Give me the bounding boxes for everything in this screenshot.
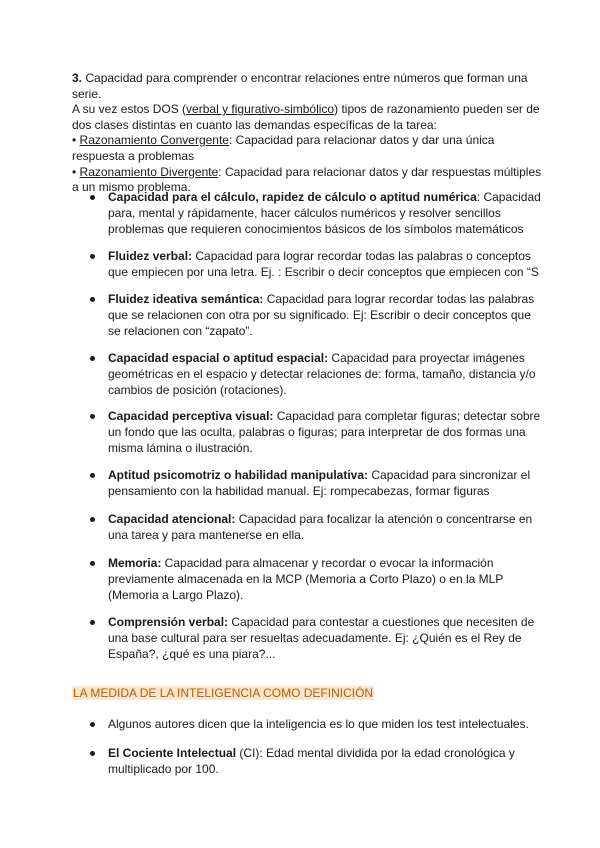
bullet-icon <box>90 620 95 625</box>
bullet-icon <box>90 297 95 302</box>
bullet-icon <box>90 356 95 361</box>
divergent-label: Razonamiento Divergente <box>79 164 219 179</box>
section-heading: LA MEDIDA DE LA INTELIGENCIA COMO DEFINICIÓN <box>73 686 374 700</box>
intro-paragraph <box>72 71 542 196</box>
convergent-reasoning: • Razonamiento Convergente: Capacidad para relacionar datos y dar una única respuesta a problemas <box>72 133 495 163</box>
intro-line-2: A su vez estos DOS (verbal y figurativo-simbólico) tipos de razonamiento pueden ser de dos clases distintas en cuanto las demandas específicas de la tarea: <box>72 102 540 132</box>
list-item: Capacidad para el cálculo, rapidez de cálculo o aptitud numérica: Capacidad para, mental y rápidamente, hacer cálculos numéricos y resolver sencillos problemas que requieren conocimientos básicos de los símbolos matemáticos <box>90 189 545 237</box>
list-item: Algunos autores dicen que la inteligencia es lo que miden los test intelectuales. <box>90 716 545 732</box>
list-item: Memoria: Capacidad para almacenar y recordar o evocar la información previamente almacenada en la MCP (Memoria a Corto Plazo) o en la MLP (Memoria a Largo Plazo). <box>90 555 545 603</box>
bullet-icon <box>90 722 95 727</box>
list-item: Capacidad espacial o aptitud espacial: Capacidad para proyectar imágenes geométricas en el espacio y detectar relaciones de: forma, tamaño, distancia y/o cambios de posición (rotaciones). <box>90 350 545 398</box>
reasoning-types-link: verbal y figurativo-simbólico <box>186 102 335 117</box>
list-item: Capacidad atencional: Capacidad para focalizar la atención o concentrarse en una tarea y para mantenerse en ella. <box>90 511 545 543</box>
list-item: Fluidez verbal: Capacidad para lograr recordar todas las palabras o conceptos que empiecen por una letra. Ej. : Escribir o decir conceptos que empiecen con “S <box>90 248 545 280</box>
intro-line-1: 3. Capacidad para comprender o encontrar relaciones entre números que forman una serie. <box>72 71 528 101</box>
list-item: Aptitud psicomotriz o habilidad manipulativa: Capacidad para sincronizar el pensamiento con la habilidad manual. Ej: rompecabezas, formar figuras <box>90 467 545 499</box>
bullet-icon <box>90 254 95 259</box>
bullet-icon <box>90 751 95 756</box>
list-item: Capacidad perceptiva visual: Capacidad para completar figuras; detectar sobre un fondo que las oculta, palabras o figuras; para interpretar de dos formas una misma lámina o ilustración. <box>90 408 545 456</box>
bullet-icon <box>90 195 95 200</box>
list-item: El Cociente Intelectual (CI): Edad mental dividida por la edad cronológica y multiplicado por 100. <box>90 745 545 777</box>
bullet-icon <box>90 414 95 419</box>
divergent-reasoning: • Razonamiento Divergente: Capacidad para relacionar datos y dar respuestas múltiples a un mismo problema. <box>72 164 542 195</box>
bullet-icon <box>90 473 95 478</box>
convergent-label: Razonamiento Convergente <box>79 133 229 148</box>
list-item: Fluidez ideativa semántica: Capacidad para lograr recordar todas las palabras que se relacionen con otra por su significado. Ej: Escribir o decir conceptos que se relacionen con “zapato”. <box>90 291 545 339</box>
list-item: Comprensión verbal: Capacidad para contestar a cuestiones que necesiten de una base cultural para ser resueltas adecuadamente. Ej: ¿Quién es el Rey de España?, ¿qué es una piara?... <box>90 614 545 662</box>
bullet-icon <box>90 561 95 566</box>
bullet-icon <box>90 517 95 522</box>
item-number: 3. <box>72 71 83 85</box>
